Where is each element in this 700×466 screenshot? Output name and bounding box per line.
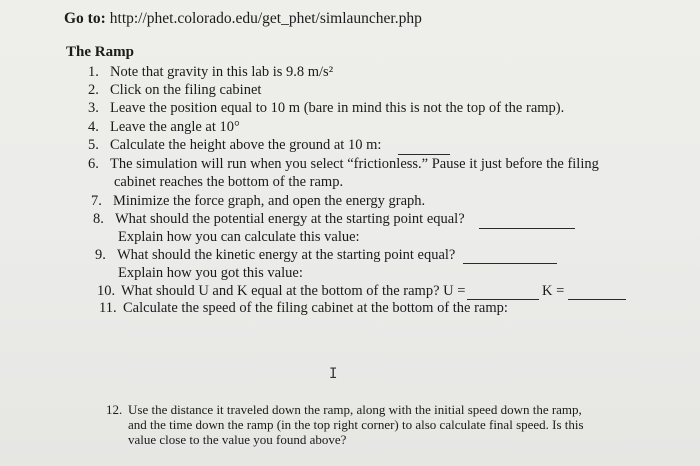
item-text: What should the potential energy at the starting point equal? <box>115 211 465 227</box>
item-number: 6. <box>88 156 99 172</box>
item-8-continuation: Explain how you can calculate this value: <box>118 229 360 245</box>
item-text: Note that gravity in this lab is 9.8 m/s² <box>110 64 334 80</box>
item-number: 5. <box>88 137 99 153</box>
item-6-continuation: cabinet reaches the bottom of the ramp. <box>114 174 344 190</box>
k-answer-blank[interactable] <box>568 299 626 300</box>
height-answer-blank[interactable] <box>398 154 450 155</box>
item-number: 1. <box>88 64 99 80</box>
potential-energy-blank[interactable] <box>479 228 575 229</box>
list-item-6 <box>88 156 599 173</box>
item-number: 2. <box>88 82 99 98</box>
list-item-12 <box>106 402 582 417</box>
goto-line <box>64 10 422 28</box>
list-item-4 <box>88 119 240 136</box>
item-number: 8. <box>93 211 104 227</box>
item-12-line-1: Use the distance it traveled down the ramp, along with the initial speed down the ramp, <box>128 402 582 417</box>
item-number: 9. <box>95 247 106 263</box>
item-12-line-2: and the time down the ramp (in the top right corner) to also calculate final speed. Is this <box>128 417 584 432</box>
item-text: Leave the angle at 10° <box>110 119 240 135</box>
item-text: Click on the filing cabinet <box>110 82 262 98</box>
k-label: K = <box>542 283 565 299</box>
item-text: What should U and K equal at the bottom of the ramp? U = <box>121 283 466 299</box>
item-text: Leave the position equal to 10 m (bare in mind this is not the top of the ramp). <box>110 100 565 116</box>
list-item-9 <box>95 247 455 264</box>
item-text: Minimize the force graph, and open the energy graph. <box>113 193 426 209</box>
list-item-7 <box>91 193 425 210</box>
item-9-continuation: Explain how you got this value: <box>118 265 303 281</box>
list-item-5 <box>88 137 381 154</box>
goto-label: Go to: <box>64 10 106 27</box>
item-number: 12. <box>106 402 123 417</box>
kinetic-energy-blank[interactable] <box>463 263 557 264</box>
list-item-1 <box>88 64 333 81</box>
list-item-2 <box>88 82 261 99</box>
text-cursor-icon: I <box>329 366 338 382</box>
item-number: 10. <box>97 283 116 299</box>
item-text: The simulation will run when you select “frictionless.” Pause it just before the filing <box>110 156 599 172</box>
list-item-10 <box>97 283 465 300</box>
item-number: 3. <box>88 100 99 116</box>
list-item-3 <box>88 100 564 117</box>
item-number: 4. <box>88 119 99 135</box>
item-text: Calculate the height above the ground at 10 m: <box>110 137 382 153</box>
item-number: 11. <box>99 300 117 316</box>
item-text: Calculate the speed of the filing cabinet at the bottom of the ramp: <box>123 300 508 316</box>
simlauncher-link[interactable]: http://phet.colorado.edu/get_phet/simlauncher.php <box>109 10 422 27</box>
item-text: What should the kinetic energy at the starting point equal? <box>117 247 456 263</box>
list-item-8 <box>93 211 465 228</box>
page-title: The Ramp <box>66 44 134 60</box>
item-number: 7. <box>91 193 102 209</box>
item-12-line-3: value close to the value you found above? <box>128 432 347 447</box>
list-item-11 <box>99 300 508 317</box>
